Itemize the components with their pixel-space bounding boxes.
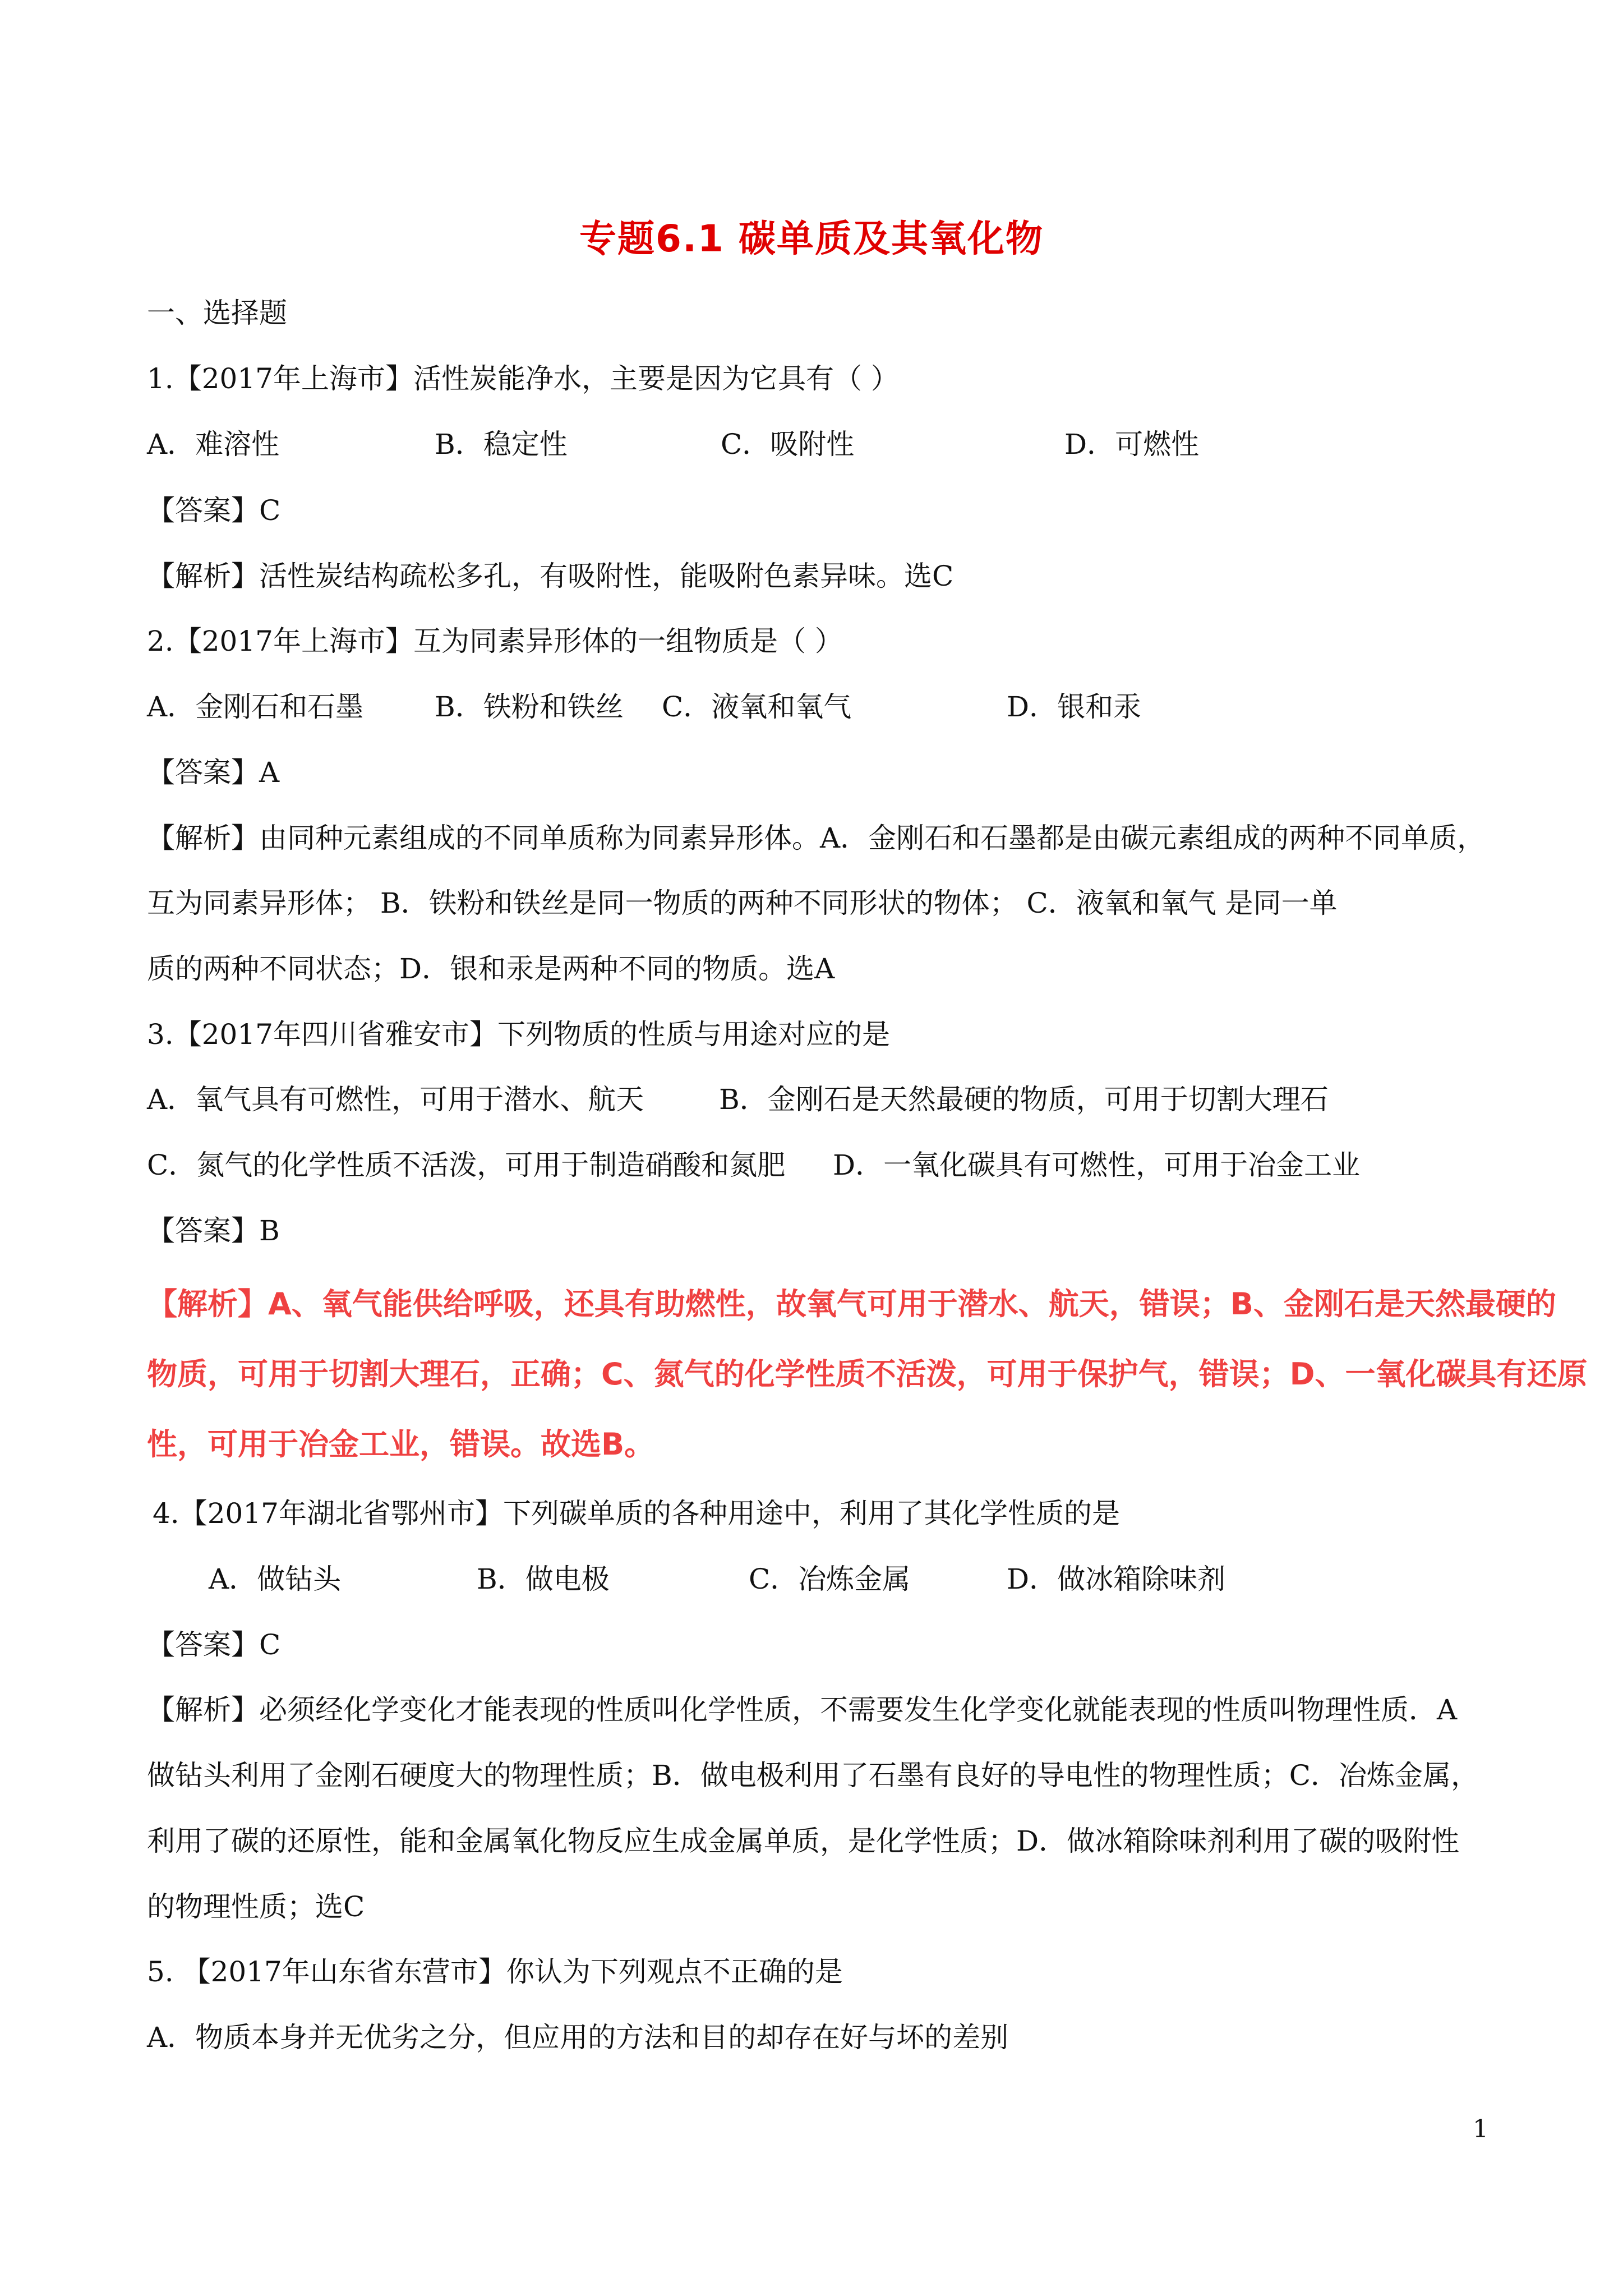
question-2-option-b: B．铁粉和铁丝 <box>435 691 624 723</box>
question-2-stem: 2.【2017年上海市】互为同素异形体的一组物质是（ ） <box>147 625 843 657</box>
question-3-stem: 3.【2017年四川省雅安市】下列物质的性质与用途对应的是 <box>147 1018 890 1051</box>
question-3-option-c: C．氮气的化学性质不活泼，可用于制造硝酸和氮肥 <box>147 1149 786 1181</box>
question-4-analysis-line-2: 做钻头利用了金刚石硬度大的物理性质；B．做电极利用了石墨有良好的导电性的物理性质；C．冶炼金属， <box>147 1759 1479 1792</box>
document-title: 专题6.1 碳单质及其氧化物 <box>579 217 1044 260</box>
question-2-analysis-line-2: 互为同素异形体； B．铁粉和铁丝是同一物质的两种不同形状的物体； C．液氧和氧气 是同一单 <box>147 887 1338 919</box>
question-1-answer: 【答案】C <box>147 494 281 527</box>
question-1-option-d: D．可燃性 <box>1064 428 1200 461</box>
question-1-option-b: B．稳定性 <box>435 428 568 461</box>
page-number: 1 <box>1473 2115 1488 2143</box>
question-4-analysis-line-4: 的物理性质；选C <box>147 1890 365 1923</box>
question-3-option-b: B．金刚石是天然最硬的物质，可用于切割大理石 <box>719 1083 1329 1116</box>
question-1-option-a: A．难溶性 <box>147 428 280 461</box>
question-4-option-c: C．冶炼金属 <box>749 1563 911 1595</box>
question-1-stem: 1.【2017年上海市】活性炭能净水，主要是因为它具有（ ） <box>147 362 899 395</box>
question-4-analysis-line-3: 利用了碳的还原性，能和金属氧化物反应生成金属单质，是化学性质；D．做冰箱除味剂利用了碳的吸附性 <box>147 1825 1460 1857</box>
question-5-stem: 5. 【2017年山东省东营市】你认为下列观点不正确的是 <box>147 1955 843 1988</box>
question-5-option-a: A．物质本身并无优劣之分，但应用的方法和目的却存在好与坏的差别 <box>147 2021 1009 2054</box>
question-3-answer: 【答案】B <box>147 1214 280 1247</box>
section-heading: 一、选择题 <box>147 297 287 329</box>
question-2-answer: 【答案】A <box>147 756 280 789</box>
question-4-option-a: A．做钻头 <box>209 1563 342 1595</box>
question-2-analysis-line-1: 【解析】由同种元素组成的不同单质称为同素异形体。A．金刚石和石墨都是由碳元素组成的两种不同单质， <box>147 822 1486 854</box>
question-2-analysis-line-3: 质的两种不同状态；D．银和汞是两种不同的物质。选A <box>147 953 835 985</box>
question-3-analysis-line-1: 【解析】A、氧气能供给呼吸，还具有助燃性，故氧气可用于潜水、航天，错误；B、金刚石是天然最硬的 <box>147 1286 1556 1322</box>
question-3-analysis-line-2: 物质，可用于切割大理石，正确；C、氮气的化学性质不活泼，可用于保护气，错误；D、一氧化碳具有还原 <box>147 1356 1588 1392</box>
question-2-option-d: D．银和汞 <box>1007 691 1142 723</box>
question-3-option-d: D．一氧化碳具有可燃性，可用于冶金工业 <box>833 1149 1361 1181</box>
question-3-option-a: A．氧气具有可燃性，可用于潜水、航天 <box>147 1083 644 1116</box>
question-2-option-c: C．液氧和氧气 <box>662 691 852 723</box>
question-3-analysis-line-3: 性，可用于冶金工业，错误。故选B。 <box>147 1427 655 1462</box>
question-4-stem: 4.【2017年湖北省鄂州市】下列碳单质的各种用途中，利用了其化学性质的是 <box>153 1497 1120 1530</box>
question-1-option-c: C．吸附性 <box>721 428 855 461</box>
question-4-option-b: B．做电极 <box>477 1563 610 1595</box>
question-4-answer: 【答案】C <box>147 1628 281 1661</box>
question-2-option-a: A．金刚石和石墨 <box>147 691 364 723</box>
question-4-analysis-line-1: 【解析】必须经化学变化才能表现的性质叫化学性质，不需要发生化学变化就能表现的性质叫物理性质．A <box>147 1694 1458 1726</box>
question-4-option-d: D．做冰箱除味剂 <box>1007 1563 1226 1595</box>
question-1-analysis: 【解析】活性炭结构疏松多孔，有吸附性，能吸附色素异味。选C <box>147 560 954 592</box>
